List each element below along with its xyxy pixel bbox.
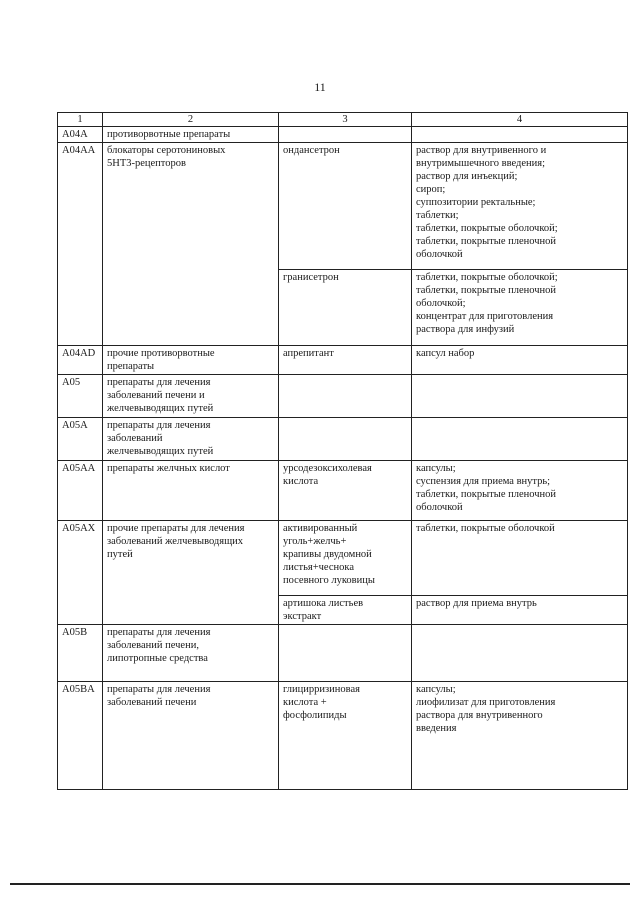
drug-name: активированный уголь+желчь+ крапивы двудомной листья+чеснока посевного луковицы	[279, 521, 412, 596]
dosage-form	[412, 127, 628, 143]
atc-code: A05AA	[58, 461, 103, 521]
group-name: прочие препараты для лечения заболеваний желчевыводящих путей	[103, 521, 279, 625]
table-row	[58, 375, 628, 418]
drug-name: глицирризиновая кислота + фосфолипиды	[279, 682, 412, 790]
drug-classification-table	[57, 112, 628, 790]
page-number: 11	[314, 80, 326, 94]
group-name: противорвотные препараты	[103, 127, 279, 143]
dosage-form	[412, 418, 628, 461]
table-row	[58, 346, 628, 375]
header-col-4: 4	[412, 113, 628, 127]
dosage-form: раствор для внутривенного и внутримышечного введения; раствор для инъекций; сироп; суппозитории ректальные; таблетки; таблетки, покрытые оболочкой; таблетки, покрытые пленочной оболочкой	[412, 143, 628, 270]
atc-code: A05B	[58, 625, 103, 682]
group-name: препараты желчных кислот	[103, 461, 279, 521]
drug-name	[279, 375, 412, 418]
header-col-3: 3	[279, 113, 412, 127]
group-name: препараты для лечения заболеваний печени, липотропные средства	[103, 625, 279, 682]
atc-code: A05BA	[58, 682, 103, 790]
atc-code: A04A	[58, 127, 103, 143]
dosage-form: раствор для приема внутрь	[412, 596, 628, 625]
table-row	[58, 127, 628, 143]
group-name: препараты для лечения заболеваний печени и желчевыводящих путей	[103, 375, 279, 418]
drug-name: гранисетрон	[279, 270, 412, 346]
group-name: прочие противорвотные препараты	[103, 346, 279, 375]
drug-name: урсодезоксихолевая кислота	[279, 461, 412, 521]
drug-name	[279, 127, 412, 143]
atc-code: A05	[58, 375, 103, 418]
drug-name: артишока листьев экстракт	[279, 596, 412, 625]
drug-name	[279, 625, 412, 682]
dosage-form: капсулы; лиофилизат для приготовления раствора для внутривенного введения	[412, 682, 628, 790]
header-row	[58, 113, 628, 127]
group-name: препараты для лечения заболеваний желчевыводящих путей	[103, 418, 279, 461]
dosage-form	[412, 375, 628, 418]
dosage-form: таблетки, покрытые оболочкой; таблетки, покрытые пленочной оболочкой; концентрат для приготовления раствора для инфузий	[412, 270, 628, 346]
drug-name	[279, 418, 412, 461]
table-row	[58, 682, 628, 790]
bottom-rule	[10, 883, 630, 885]
atc-code: A04AD	[58, 346, 103, 375]
dosage-form: капсул набор	[412, 346, 628, 375]
atc-code: A05A	[58, 418, 103, 461]
drug-name: апрепитант	[279, 346, 412, 375]
table-row	[58, 143, 628, 270]
dosage-form: таблетки, покрытые оболочкой	[412, 521, 628, 596]
group-name: блокаторы серотониновых 5HT3-рецепторов	[103, 143, 279, 346]
drug-name: ондансетрон	[279, 143, 412, 270]
group-name: препараты для лечения заболеваний печени	[103, 682, 279, 790]
table-row	[58, 625, 628, 682]
header-col-1: 1	[58, 113, 103, 127]
atc-code: A04AA	[58, 143, 103, 346]
table-row	[58, 521, 628, 596]
table-row	[58, 461, 628, 521]
header-col-2: 2	[103, 113, 279, 127]
table-row	[58, 418, 628, 461]
atc-code: A05AX	[58, 521, 103, 625]
dosage-form	[412, 625, 628, 682]
dosage-form: капсулы; суспензия для приема внутрь; таблетки, покрытые пленочной оболочкой	[412, 461, 628, 521]
